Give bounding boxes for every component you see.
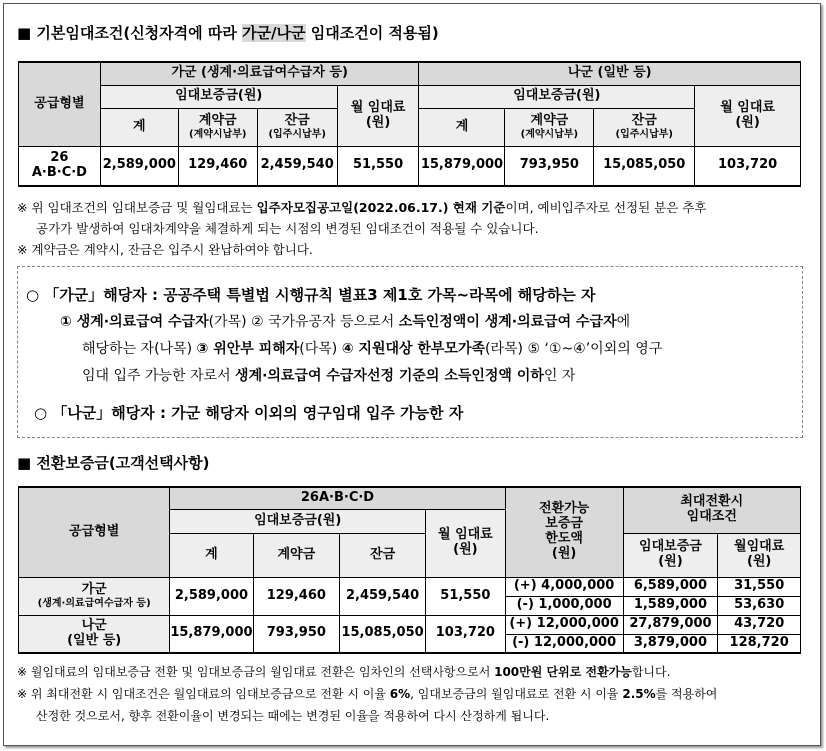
contract-sub: (계약시납부)	[189, 128, 247, 140]
item-bold: 소득인정액이 생계·의료급여 수급자	[398, 314, 617, 330]
note-bold: 100만원 단위로 전환가능	[494, 665, 632, 679]
header-total-a: 계	[100, 108, 178, 146]
group-a-line-4	[82, 365, 575, 385]
group-a-line-3	[82, 338, 662, 358]
note-bold: 6%	[389, 687, 411, 701]
item-bold: 생계·의료급여 수급자선정 기준의 소득인정액 이하	[235, 368, 544, 384]
section-title-conversion: ■ 전환보증금(고객선택사항)	[17, 454, 210, 472]
note-text: ※ 위 최대전환 시 임대조건은 월임대료의 임대보증금으로 전환 시 이율	[17, 687, 390, 701]
cell-b-balance: 15,085,050	[340, 615, 426, 653]
cell-b-total: 15,879,000	[170, 615, 253, 653]
basic-conditions-table	[18, 61, 801, 187]
cell-b-rent: 103,720	[695, 146, 801, 186]
header-supply-type: 공급형별	[19, 487, 170, 577]
note-text: 이며, 예비입주자로 선정된 분은 추후	[505, 200, 707, 215]
header-rent-a: 월 임대료 (원)	[337, 85, 419, 146]
title-highlight: 가군/나군	[242, 24, 306, 42]
header-total: 계	[170, 533, 253, 577]
note-bold: 2.5%	[622, 687, 656, 701]
note-bold: 입주자모집공고일(2022.06.17.) 현재 기준	[256, 200, 506, 215]
cell-a-total: 2,589,000	[170, 577, 253, 615]
header-convertible-limit: 전환가능 보증금 한도액 (원)	[505, 487, 623, 577]
header-supply-type: 공급형별	[19, 62, 101, 146]
group-b-eligibility: ○ 「나군」해당자 : 가군 해당자 이외의 영구임대 입주 가능한 자	[34, 404, 464, 422]
note-text: 합니다.	[631, 665, 671, 679]
item-text: (가목)	[208, 314, 252, 330]
conversion-deposit-table	[18, 486, 801, 654]
header-balance-a	[257, 108, 337, 146]
balance-label: 잔금	[284, 112, 310, 128]
cell-a-rent: 51,550	[426, 577, 506, 615]
balance-label: 잔금	[631, 112, 657, 128]
cell-a-conv-plus: (+) 4,000,000	[505, 577, 623, 596]
item-bold: ① 생계·의료급여 수급자	[60, 314, 209, 330]
contract-sub: (계약시납부)	[520, 128, 579, 140]
note-text: 를 적용하여	[655, 687, 718, 701]
cell-b-total: 15,879,000	[419, 146, 505, 186]
cell-b-max-rent-plus: 43,720	[718, 615, 801, 634]
title-text: ■ 기본임대조건(신청자격에 따라	[17, 24, 243, 42]
title-text-tail: 임대조건이 적용됨)	[305, 24, 439, 42]
item-text: (라목)	[485, 341, 528, 357]
cell-a-conv-minus: (-) 1,000,000	[505, 596, 623, 615]
header-unit-type: 26A·B·C·D	[170, 487, 505, 509]
header-max-deposit: 임대보증금 (원)	[623, 533, 718, 577]
header-balance-b	[594, 108, 695, 146]
header-total-b: 계	[419, 108, 505, 146]
item-text: 에	[616, 314, 631, 330]
cell-b-max-deposit-minus: 3,879,000	[623, 634, 718, 653]
note-text: , 임대보증금의 월임대료로 전환 시 이율	[410, 687, 623, 701]
item-text: (다목)	[299, 341, 342, 357]
cell-a-contract: 129,460	[178, 146, 257, 186]
note-text: ※ 위 임대조건의 임대보증금 및 월임대료는	[17, 200, 257, 215]
group-label: 가군	[81, 581, 107, 597]
cell-b-max-deposit-plus: 27,879,000	[623, 615, 718, 634]
balance-sub: (입주시납부)	[615, 128, 673, 140]
header-max-rent: 월임대료 (원)	[718, 533, 801, 577]
cell-b-max-rent-minus: 128,720	[718, 634, 801, 653]
cell-a-max-deposit-minus: 1,589,000	[623, 596, 718, 615]
header-contract-b	[505, 108, 594, 146]
cell-a-rent: 51,550	[337, 146, 419, 186]
cell-b-contract: 793,950	[253, 615, 340, 653]
cell-b-conv-minus: (-) 12,000,000	[505, 634, 623, 653]
cell-a-contract: 129,460	[253, 577, 340, 615]
row-type: 26 A·B·C·D	[19, 146, 101, 186]
note-text: ※ 월임대료의 임대보증금 전환 및 임대보증금의 월임대료 전환은 임차인의 선택사항으로서	[17, 665, 495, 679]
header-deposit-b: 임대보증금(원)	[419, 85, 695, 108]
cell-a-max-deposit-plus: 6,589,000	[623, 577, 718, 596]
row-group-b-label: 나군 (일반 등)	[19, 615, 170, 653]
group-sub: (생계·의료급여수급자 등)	[37, 597, 151, 609]
header-contract: 계약금	[253, 533, 340, 577]
cell-a-total: 2,589,000	[100, 146, 178, 186]
cell-b-rent: 103,720	[426, 615, 506, 653]
item-text: 해당하는 자(나목)	[82, 341, 197, 357]
header-group-a: 가군 (생계·의료급여수급자 등)	[100, 62, 419, 85]
header-rent: 월 임대료 (원)	[426, 509, 506, 577]
cell-a-max-rent-plus: 31,550	[718, 577, 801, 596]
item-bold: ④ 지원대상 한부모가족	[341, 341, 486, 357]
note-2-line-2	[17, 685, 717, 704]
section-title-basic-conditions	[17, 22, 439, 43]
header-deposit-a: 임대보증금(원)	[100, 85, 337, 108]
row-group-a-label	[19, 577, 170, 615]
item-text: ② 국가유공자 등으로서	[251, 314, 399, 330]
contract-label: 계약금	[198, 112, 237, 128]
header-deposit: 임대보증금(원)	[170, 509, 426, 533]
cell-b-conv-plus: (+) 12,000,000	[505, 615, 623, 634]
header-group-b: 나군 (일반 등)	[419, 62, 801, 85]
item-text: 인 자	[543, 368, 576, 384]
cell-a-balance: 2,459,540	[257, 146, 337, 186]
group-a-line-2	[60, 311, 630, 331]
cell-a-balance: 2,459,540	[340, 577, 426, 615]
contract-label: 계약금	[530, 112, 569, 128]
header-max-conversion: 최대전환시 임대조건	[623, 487, 800, 533]
group-a-eligibility: ○ 「가군」해당자 : 공공주택 특별법 시행규칙 별표3 제1호 가목~라목에 해당하는 자	[26, 286, 596, 304]
header-rent-b: 월 임대료 (원)	[695, 85, 801, 146]
cell-a-max-rent-minus: 53,630	[718, 596, 801, 615]
item-text: ⑤ ‘①~④’이외의 영구	[527, 341, 663, 357]
header-balance: 잔금	[340, 533, 426, 577]
note-2-line-3: 산정한 것으로서, 향후 전환이율이 변경되는 때에는 변경된 이율을 적용하여 다시 산정하게 됩니다.	[36, 709, 550, 723]
balance-sub: (입주시납부)	[268, 128, 326, 140]
note-2-line-1	[17, 663, 670, 682]
cell-b-contract: 793,950	[505, 146, 594, 186]
cell-b-balance: 15,085,050	[594, 146, 695, 186]
header-contract-a	[178, 108, 257, 146]
note-1-line-2: 공가가 발생하여 임대차계약을 체결하게 되는 시점의 변경된 임대조건이 적용될 수 있습니다.	[36, 221, 539, 236]
note-1-line-1	[17, 198, 706, 217]
item-text: 임대 입주 가능한 자로서	[82, 368, 236, 384]
item-bold: ③ 위안부 피해자	[196, 341, 300, 357]
note-1-line-3: ※ 계약금은 계약시, 잔금은 입주시 완납하여야 합니다.	[17, 242, 313, 257]
